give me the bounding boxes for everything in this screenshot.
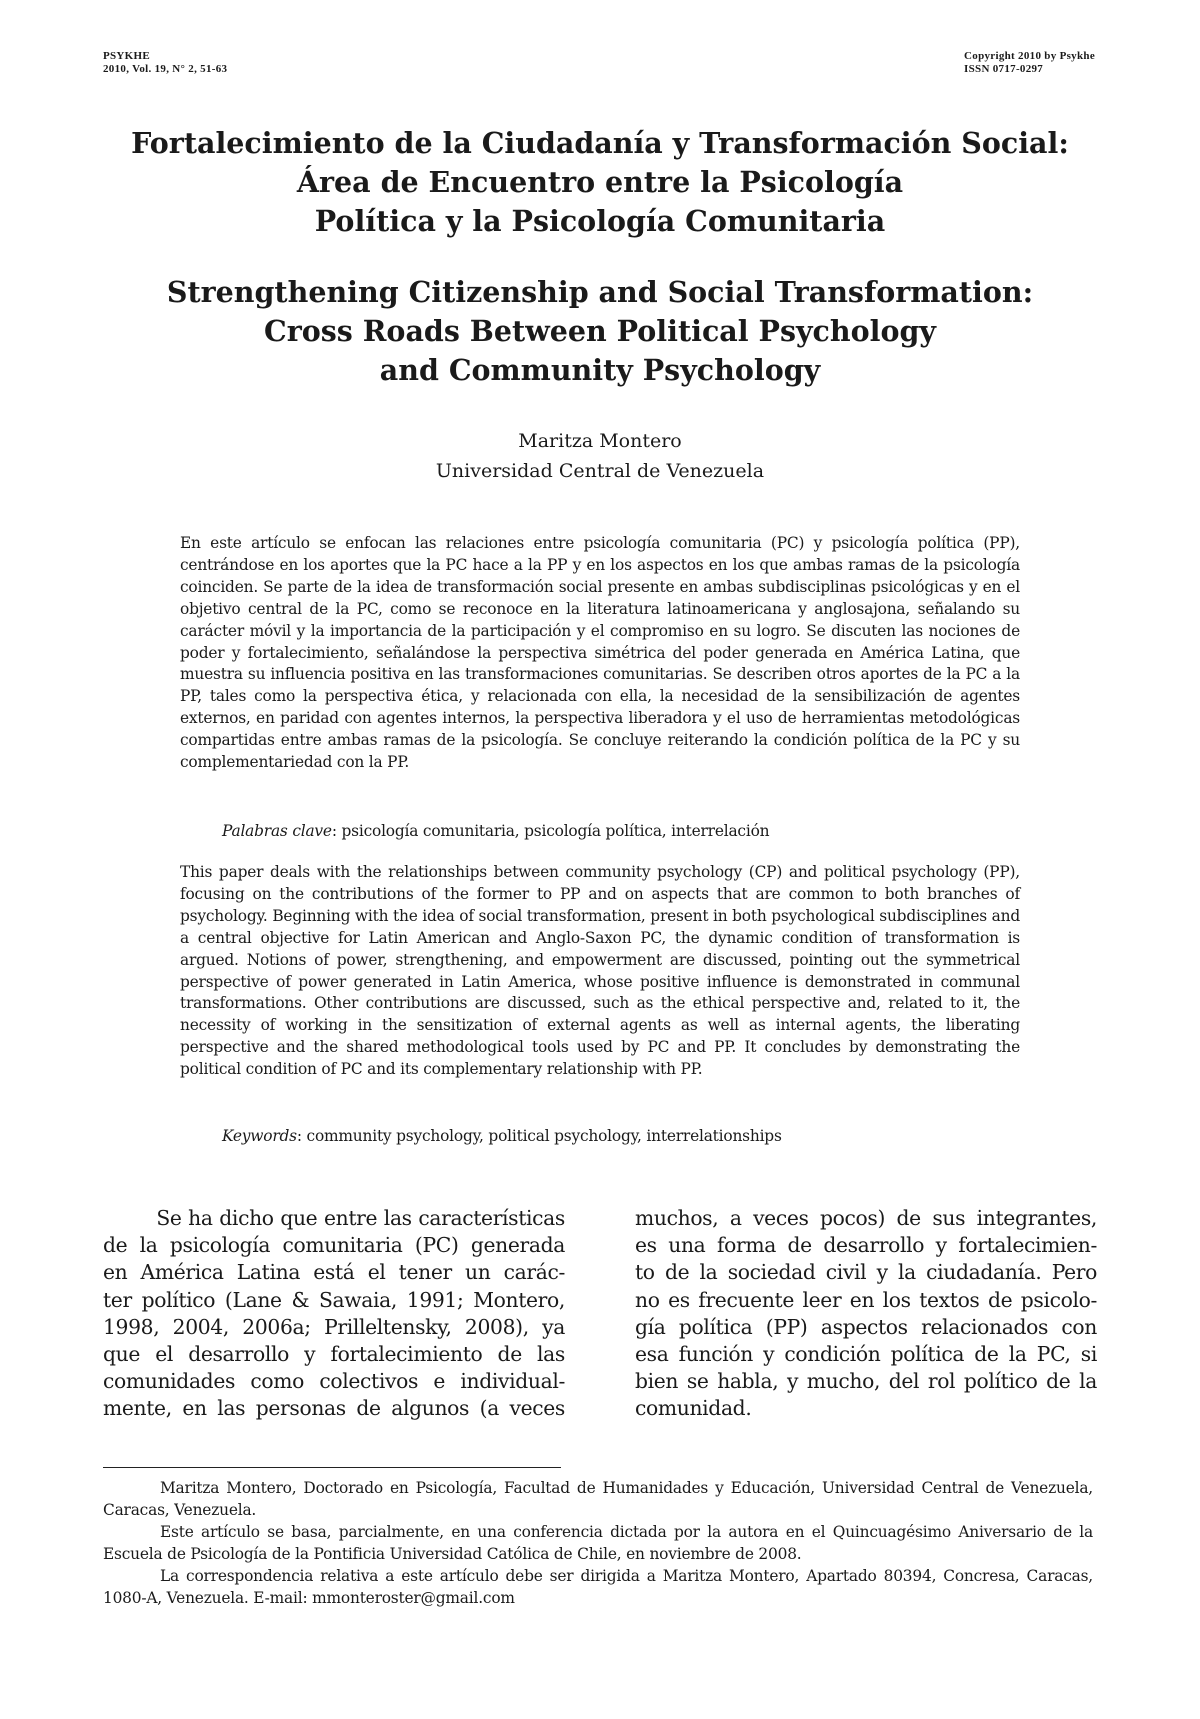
title-spanish-line: Fortalecimiento de la Ciudadanía y Transformación Social: [131, 126, 1069, 160]
title-english-line: and Community Psychology [379, 353, 821, 387]
body-line: ter político (Lane & Sawaia, 1991; Montero, [103, 1287, 565, 1312]
footnotes [103, 1477, 1093, 1609]
body-line: comunidad. [635, 1396, 752, 1421]
body-line: gía política (PP) aspectos relacionados con [635, 1314, 1097, 1339]
body-line: muchos, a veces pocos) de sus integrantes, [635, 1206, 1097, 1230]
title-english [80, 273, 1120, 390]
running-header-right [964, 50, 1095, 76]
body-line: en América Latina está el tener un carác- [103, 1260, 565, 1285]
issn: ISSN 0717-0297 [964, 63, 1044, 75]
body-line: 1998, 2004, 2006a; Prilleltensky, 2008), ya [103, 1314, 565, 1339]
body-column-left [103, 1205, 565, 1423]
author-name: Maritza Montero [518, 430, 682, 452]
keywords-label: Keywords [222, 1127, 297, 1145]
footnote-author: Maritza Montero, Doctorado en Psicología, Facultad de Humanidades y Educación, Universidad Central de Venezuela, Caracas, Venezuela. [103, 1479, 1093, 1519]
author-affiliation: Universidad Central de Venezuela [435, 460, 765, 482]
body-line: to de la sociedad civil y la ciudadanía. Pero [635, 1260, 1097, 1285]
title-spanish-line: Política y la Psicología Comunitaria [314, 204, 886, 238]
title-english-line: Strengthening Citizenship and Social Transformation: [166, 275, 1034, 309]
body-line: comunidades como colectivos e individual- [103, 1369, 565, 1394]
body-line: es una forma de desarrollo y fortalecimien- [635, 1233, 1097, 1258]
journal-issue: 2010, Vol. 19, N° 2, 51-63 [103, 63, 228, 75]
copyright-notice: Copyright 2010 by Psykhe [964, 50, 1095, 62]
body-line: que el desarrollo y fortalecimiento de las [103, 1341, 565, 1366]
abstract-english: This paper deals with the relationships between community psychology (CP) and political psychology (PP), focusing on the contributions of the former to PP and on aspects that are common to both branches of psychology. Beginning with the idea of social transformation, present in both psychological subdisciplines and a central objective for Latin American and Anglo-Saxon PC, the dynamic condition of transformation is argued. Notions of power, strengthening, and empowerment are discussed, pointing out the symmetrical perspective of power generated in Latin America, whose positive influence is demonstrated in communal transformations. Other contributions are discussed, such as the ethical perspective and, related to it, the necessity of working in the sensitization of external agents as well as internal agents, the liberating perspective and the shared methodological tools used by PC and PP. It concludes by demonstrating the political condition of PC and its complementary relationship with PP. [180, 863, 1020, 1079]
title-spanish-line: Área de Encuentro entre la Psicología [296, 165, 904, 199]
body-line: bien se habla, y mucho, del rol político de la [635, 1369, 1097, 1394]
footnote-correspondence: La correspondencia relativa a este artículo debe ser dirigida a Maritza Montero, Apartado 80394, Concresa, Caracas, 1080-A, Venezuela. E-mail: mmonteroster@gmail.com [103, 1567, 1093, 1607]
keywords-text: : community psychology, political psychology, interrelationships [296, 1127, 782, 1145]
author-block [80, 426, 1120, 486]
keywords-text: : psicología comunitaria, psicología política, interrelación [331, 822, 770, 840]
body-column-right [635, 1205, 1097, 1423]
body-line: mente, en las personas de algunos (a veces [103, 1396, 565, 1421]
running-header-left [103, 50, 227, 76]
keywords-english [222, 1125, 1022, 1147]
title-english-line: Cross Roads Between Political Psychology [264, 314, 936, 348]
body-line: esa función y condición política de la PC, si [635, 1341, 1097, 1366]
keywords-spanish [222, 820, 1022, 842]
journal-name: PSYKHE [103, 50, 151, 62]
body-line: no es frecuente leer en los textos de psicolo- [635, 1287, 1097, 1312]
title-spanish [80, 124, 1120, 241]
abstract-spanish: En este artículo se enfocan las relaciones entre psicología comunitaria (PC) y psicología política (PP), centrándose en los aportes que la PC hace a la PP y en los aspectos en los que ambas ramas de la psicología coinciden. Se parte de la idea de transformación social presente en ambas subdisciplinas psicológicas y en el objetivo central de la PC, como se reconoce en la literatura latinoamericana y anglosajona, señalando su carácter móvil y la importancia de la participación y el compromiso en su logro. Se discuten las nociones de poder y fortalecimiento, señalándose la perspectiva simétrica del poder generada en América Latina, que muestra su influencia positiva en las transformaciones comunitarias. Se describen otros aportes de la PC a la PP, tales como la perspectiva ética, y relacionada con ella, la necesidad de la sensibilización de agentes externos, en paridad con agentes internos, la perspectiva liberadora y el uso de herramientas metodológicas compartidas entre ambas ramas de la psicología. Se concluye reiterando la condición política de la PC y su complementariedad con la PP. [180, 534, 1020, 772]
keywords-label: Palabras clave [222, 822, 332, 840]
body-line: Se ha dicho que entre las características [103, 1206, 565, 1230]
footnote-source: Este artículo se basa, parcialmente, en una conferencia dictada por la autora en el Quincuagésimo Aniversario de la Escuela de Psicología de la Pontificia Universidad Católica de Chile, en noviembre de 2008. [103, 1523, 1093, 1563]
body-line: de la psicología comunitaria (PC) generada [103, 1233, 565, 1258]
footnote-divider [103, 1467, 561, 1468]
